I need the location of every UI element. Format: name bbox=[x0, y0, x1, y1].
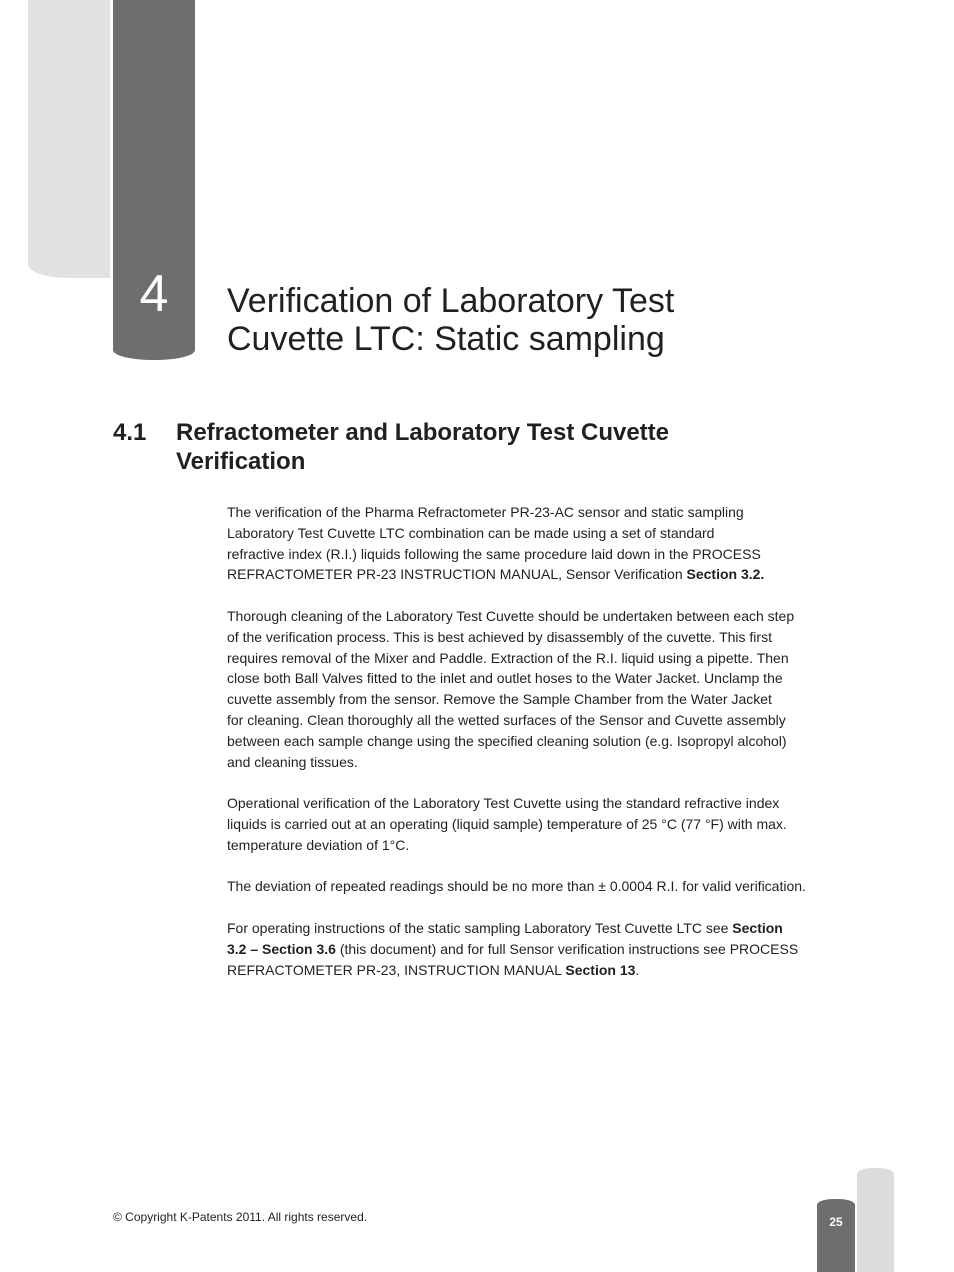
section-reference: Section bbox=[732, 919, 783, 936]
text-line bbox=[227, 960, 827, 981]
chapter-number: 4 bbox=[139, 265, 169, 323]
page-tab-light bbox=[857, 1168, 894, 1272]
text-run: REFRACTOMETER PR-23 INSTRUCTION MANUAL, Sensor Verification bbox=[227, 566, 687, 583]
text-line bbox=[227, 939, 827, 960]
body-text bbox=[227, 502, 827, 1001]
text-line bbox=[227, 564, 827, 585]
paragraph-deviation bbox=[227, 876, 827, 897]
text-line bbox=[227, 918, 827, 939]
section-number: 4.1 bbox=[113, 419, 147, 446]
text-line: The deviation of repeated readings should be no more than ± 0.0004 R.I. for valid verification. bbox=[227, 878, 806, 895]
text-line: cuvette assembly from the sensor. Remove the Sample Chamber from the Water Jacket bbox=[227, 691, 772, 708]
text-line: of the verification process. This is best achieved by disassembly of the cuvette. This first bbox=[227, 628, 772, 645]
text-line: refractive index (R.I.) liquids following the same procedure laid down in the PROCESS bbox=[227, 545, 761, 562]
chapter-title-line: Cuvette LTC: Static sampling bbox=[227, 320, 665, 358]
chapter-title-line: Verification of Laboratory Test bbox=[227, 282, 675, 320]
text-line: for cleaning. Clean thoroughly all the wetted surfaces of the Sensor and Cuvette assembly bbox=[227, 711, 786, 728]
page-number: 25 bbox=[829, 1215, 843, 1229]
section-title bbox=[176, 418, 776, 476]
text-run: REFRACTOMETER PR-23, INSTRUCTION MANUAL bbox=[227, 961, 566, 978]
text-line: close both Ball Valves fitted to the inlet and outlet hoses to the Water Jacket. Unclamp the bbox=[227, 670, 783, 687]
section-reference: 3.2 – Section 3.6 bbox=[227, 940, 336, 957]
text-line: requires removal of the Mixer and Paddle. Extraction of the R.I. liquid using a pipette. Then bbox=[227, 649, 789, 666]
text-line: Laboratory Test Cuvette LTC combination can be made using a set of standard bbox=[227, 524, 715, 541]
text-run: For operating instructions of the static sampling Laboratory Test Cuvette LTC see bbox=[227, 919, 733, 936]
text-run: . bbox=[635, 961, 640, 978]
section-title-line: Refractometer and Laboratory Test Cuvette bbox=[176, 419, 670, 446]
section-reference: Section 13 bbox=[565, 961, 636, 978]
text-line: Operational verification of the Laboratory Test Cuvette using the standard refractive index bbox=[227, 795, 780, 812]
section-title-line: Verification bbox=[176, 448, 306, 475]
chapter-title bbox=[227, 282, 847, 358]
text-line: and cleaning tissues. bbox=[227, 753, 358, 770]
footer-copyright: © Copyright K-Patents 2011. All rights reserved. bbox=[113, 1210, 368, 1224]
paragraph-verification-intro bbox=[227, 502, 827, 585]
section-reference: Section 3.2. bbox=[686, 566, 765, 583]
chapter-tab-light bbox=[28, 0, 110, 278]
text-line: temperature deviation of 1°C. bbox=[227, 836, 410, 853]
page-tab-dark bbox=[817, 1199, 855, 1272]
text-line: liquids is carried out at an operating (liquid sample) temperature of 25 °C (77 °F) with max. bbox=[227, 815, 787, 832]
text-line: The verification of the Pharma Refractometer PR-23-AC sensor and static sampling bbox=[227, 504, 744, 520]
text-line: between each sample change using the specified cleaning solution (e.g. Isopropyl alcohol) bbox=[227, 732, 787, 749]
paragraph-cleaning bbox=[227, 606, 827, 772]
paragraph-instructions-reference bbox=[227, 918, 827, 980]
paragraph-operational-verification bbox=[227, 793, 827, 855]
text-line: Thorough cleaning of the Laboratory Test Cuvette should be undertaken between each step bbox=[227, 607, 795, 624]
text-run: (this document) and for full Sensor verification instructions see PROCESS bbox=[335, 940, 799, 957]
